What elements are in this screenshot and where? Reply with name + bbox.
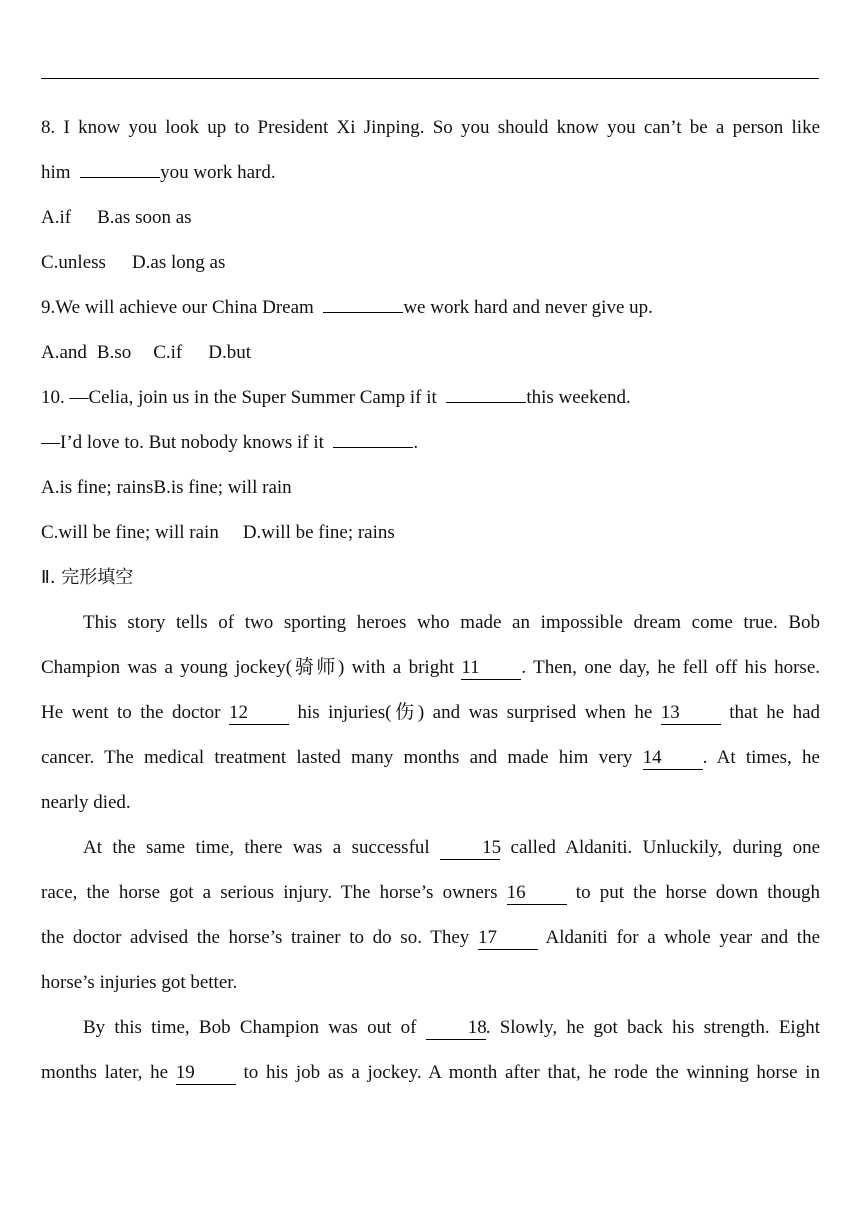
passage-p1-line5: nearly died. bbox=[41, 792, 131, 813]
q10-stem-line2: —I’d love to. But nobody knows if it . bbox=[41, 420, 820, 465]
cloze-blank-13[interactable]: 13 bbox=[661, 702, 721, 725]
passage-p2-line1: At the same time, there was a successful 15 called Aldaniti. Unluckily, during one bbox=[83, 837, 821, 858]
q8-stem-line1: 8. I know you look up to President Xi Jinping. So you should know you can’t be a person like bbox=[41, 117, 820, 138]
cloze-blank-17[interactable]: 17 bbox=[478, 927, 538, 950]
q8-answer-blank[interactable] bbox=[80, 155, 160, 178]
cloze-blank-16[interactable]: 16 bbox=[507, 882, 567, 905]
q10-stem-line1: 10. —Celia, join us in the Super Summer Camp if it this weekend. bbox=[41, 375, 820, 420]
q9-stem: 9.We will achieve our China Dream we work hard and never give up. bbox=[41, 285, 820, 330]
passage-p3-line1: By this time, Bob Champion was out of 18. Slowly, he got back his strength. Eight bbox=[83, 1017, 820, 1038]
cloze-blank-12[interactable]: 12 bbox=[229, 702, 289, 725]
cloze-blank-18[interactable]: 18 bbox=[426, 1017, 486, 1040]
q9-options bbox=[41, 330, 820, 375]
cloze-blank-19[interactable]: 19 bbox=[176, 1062, 236, 1085]
q10-options-cd bbox=[41, 510, 820, 555]
q8-option-d[interactable]: D.as long as bbox=[131, 252, 226, 273]
cloze-blank-15[interactable]: 15 bbox=[440, 837, 500, 860]
q10-answer-blank-1[interactable] bbox=[446, 380, 526, 403]
worksheet bbox=[41, 105, 820, 1095]
q9-answer-blank[interactable] bbox=[323, 290, 403, 313]
q8-stem-line2: him you work hard. bbox=[41, 150, 820, 195]
q10-answer-blank-2[interactable] bbox=[333, 425, 413, 448]
passage-p1-line2: Champion was a young jockey(骑师) with a bright 11 . Then, one day, he fell off his horse. bbox=[41, 657, 821, 678]
q10-options-ab bbox=[41, 465, 820, 510]
header-rule bbox=[41, 78, 819, 79]
passage-p2-line4: horse’s injuries got better. bbox=[41, 972, 238, 993]
q8-options-cd bbox=[41, 240, 820, 285]
passage-p3-line2: months later, he 19 to his job as a jockey. A month after that, he rode the winning horse in bbox=[41, 1062, 821, 1083]
q10-option-d[interactable]: D.will be fine; rains bbox=[242, 522, 395, 543]
cloze-blank-14[interactable]: 14 bbox=[643, 747, 703, 770]
q9-option-d[interactable]: D.but bbox=[208, 342, 252, 363]
q8-option-a[interactable]: A.if bbox=[41, 207, 72, 228]
q10-option-ab[interactable]: A.is fine; rainsB.is fine; will rain bbox=[41, 477, 292, 498]
passage-p2-line3: the doctor advised the horse’s trainer to do so. They 17 Aldaniti for a whole year and the bbox=[41, 927, 820, 948]
q10-option-c[interactable]: C.will be fine; will rain bbox=[41, 522, 219, 543]
q9-option-b[interactable]: B.so bbox=[96, 342, 132, 363]
q9-option-a[interactable]: A.and bbox=[41, 342, 87, 363]
q8-option-b[interactable]: B.as soon as bbox=[97, 207, 192, 228]
passage-p1-line4: cancer. The medical treatment lasted many months and made him very 14 . At times, he bbox=[41, 747, 820, 768]
q8-options-ab bbox=[41, 195, 820, 240]
section-heading: Ⅱ. 完形填空 bbox=[41, 567, 134, 588]
q8-option-c[interactable]: C.unless bbox=[41, 252, 106, 273]
q9-option-c[interactable]: C.if bbox=[153, 342, 183, 363]
passage-p1-line1: This story tells of two sporting heroes who made an impossible dream come true. Bob bbox=[83, 612, 820, 633]
passage-p1-line3: He went to the doctor 12 his injuries(伤) and was surprised when he 13 that he had bbox=[41, 702, 821, 723]
cloze-blank-11[interactable]: 11 bbox=[461, 657, 521, 680]
passage-p2-line2: race, the horse got a serious injury. The horse’s owners 16 to put the horse down though bbox=[41, 882, 820, 903]
